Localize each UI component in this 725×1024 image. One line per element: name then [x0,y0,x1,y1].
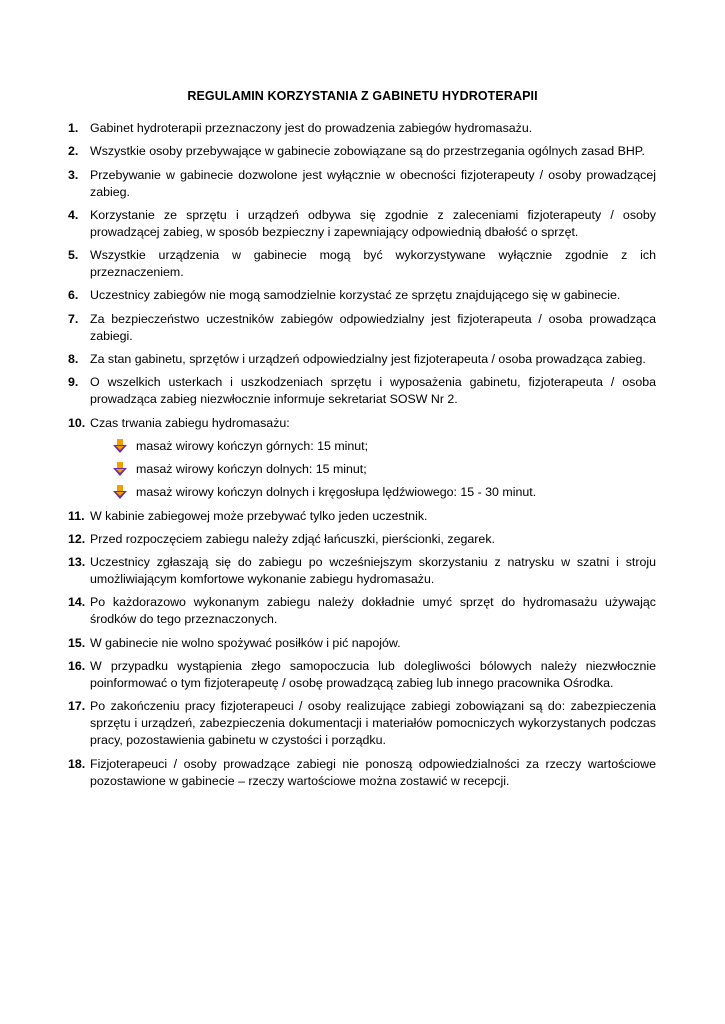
rule-number: 10. [68,415,86,430]
rule-number: 6. [68,288,79,303]
rule-item [68,120,656,137]
rule-number: 11. [68,508,85,523]
duration-sublist [90,438,656,502]
rule-text: W kabinie zabiegowej może przebywać tylko jeden uczestnik. [90,508,428,523]
rule-item [68,531,656,548]
rule-text: Fizjoterapeuci / osoby prowadzące zabiegi nie ponoszą odpowiedzialności za rzeczy wartościowe pozostawione w gabinecie – rzeczy wartościowe można zostawić w recepcji. [90,756,656,788]
rule-number: 14. [68,595,86,610]
rule-text: Po każdorazowo wykonanym zabiegu należy dokładnie umyć sprzęt do hydromasażu używając środków do tego przeznaczonych. [90,595,656,627]
rule-number: 5. [68,248,79,263]
rule-number: 18. [68,756,86,771]
rule-text: Korzystanie ze sprzętu i urządzeń odbywa się zgodnie z zaleceniami fizjoterapeuty / osoby prowadzącej zabieg, w sposób bezpieczny i zapewniający odpowiednią dbałość o sprzęt. [90,207,656,239]
rule-number: 9. [68,375,79,390]
rule-number: 8. [68,352,79,367]
rule-text: W przypadku wystąpienia złego samopoczucia lub dolegliwości bólowych należy niezwłocznie poinformować o tym fizjoterapeutę / osobę prowadzącą zabieg lub innego pracownika Ośrodka. [90,659,656,691]
rule-text: O wszelkich usterkach i uszkodzeniach sprzętu i wyposażenia gabinetu, fizjoterapeuta / osoba prowadząca zabieg niezwłocznie informuje sekretariat SOSW Nr 2. [90,375,656,407]
rule-text: Przebywanie w gabinecie dozwolone jest wyłącznie w obecności fizjoterapeuty / osoby prowadzącej zabieg. [90,167,656,199]
rule-text: W gabinecie nie wolno spożywać posiłków i pić napojów. [90,635,401,650]
rule-item [68,247,656,281]
rule-item [68,351,656,368]
rule-item [68,167,656,201]
rule-text: Gabinet hydroterapii przeznaczony jest do prowadzenia zabiegów hydromasażu. [90,121,533,135]
rule-number: 1. [68,121,79,135]
arrow-down-icon [113,485,127,499]
rule-item [68,594,656,628]
rule-text: Uczestnicy zabiegów nie mogą samodzielnie korzystać ze sprzętu znajdującego się w gabinecie. [90,288,621,303]
rule-text: Wszystkie osoby przebywające w gabinecie zobowiązane są do przestrzegania ogólnych zasad BHP. [90,144,645,159]
rule-number: 3. [68,167,79,182]
document-title: REGULAMIN KORZYSTANIA Z GABINETU HYDROTERAPII [187,89,538,103]
rule-number: 13. [68,555,86,570]
rule-item [68,554,656,588]
rule-text: Za stan gabinetu, sprzętów i urządzeń odpowiedzialny jest fizjoterapeuta / osoba prowadząca zabieg. [90,352,646,367]
duration-text: masaż wirowy kończyn dolnych i kręgosłupa lędźwiowego: 15 - 30 minut. [136,485,537,500]
duration-item [113,438,656,455]
rule-item [68,415,656,502]
rule-item [68,374,656,408]
arrow-down-icon [113,439,127,453]
rule-item [68,698,656,749]
rule-text: Uczestnicy zgłaszają się do zabiegu po wcześniejszym skorzystaniu z natrysku w szatni i stroju umożliwiającym komfortowe wykonanie zabiegu hydromasażu. [90,555,656,587]
rule-text: Przed rozpoczęciem zabiegu należy zdjąć łańcuszki, pierścionki, zegarek. [90,531,495,546]
rule-number: 7. [68,311,79,326]
rule-item [68,143,656,160]
rule-item [68,508,656,525]
rule-item [68,287,656,304]
rule-number: 16. [68,659,86,674]
rule-item [68,756,656,790]
arrow-down-icon [113,462,127,476]
rule-number: 12. [68,531,86,546]
duration-item [113,461,656,478]
rule-number: 2. [68,144,79,159]
rule-number: 4. [68,207,79,222]
rule-text: Za bezpieczeństwo uczestników zabiegów odpowiedzialny jest fizjoterapeuta / osoba prowadząca zabiegi. [90,311,656,343]
rule-text: Wszystkie urządzenia w gabinecie mogą być wykorzystywane wyłącznie zgodnie z ich przeznaczeniem. [90,248,656,280]
rule-item [68,207,656,241]
rule-number: 17. [68,699,86,714]
duration-text: masaż wirowy kończyn górnych: 15 minut; [136,438,369,453]
rules-list [68,120,656,796]
duration-item [113,484,656,501]
rule-text: Czas trwania zabiegu hydromasażu: [90,415,290,430]
rule-item [68,311,656,345]
rule-text: Po zakończeniu pracy fizjoterapeuci / osoby realizujące zabiegi zobowiązani są do: zabezpieczenia sprzętu i urządzeń, zabezpieczenia dokumentacji i materiałów pomocniczych wykorzystanych podczas pracy, pozostawienia gabinetu w czystości i porządku. [90,699,656,748]
rule-item [68,658,656,692]
rule-number: 15. [68,635,86,650]
rule-item [68,635,656,652]
duration-text: masaż wirowy kończyn dolnych: 15 minut; [136,461,367,476]
